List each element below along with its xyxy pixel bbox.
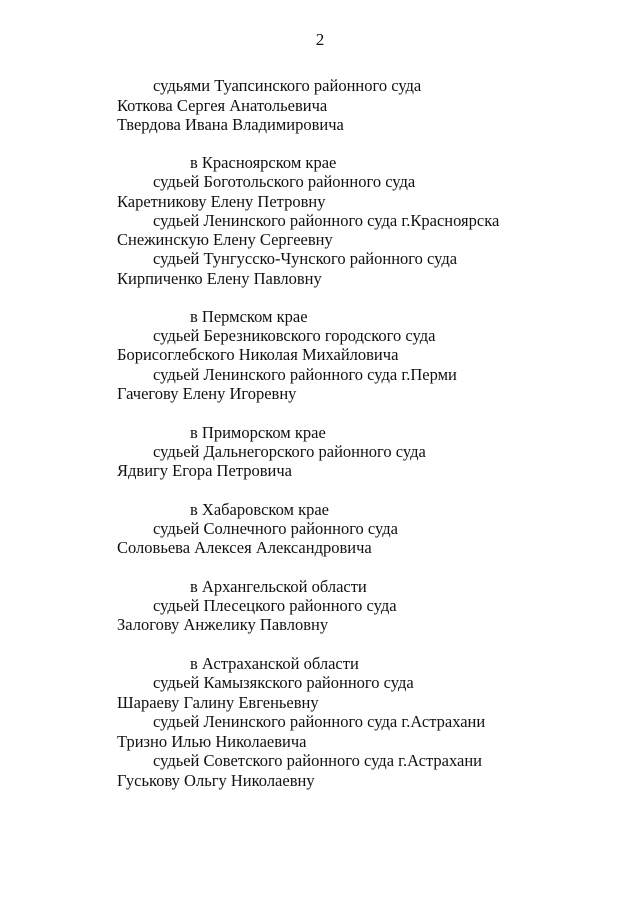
region-heading: в Красноярском крае [190, 153, 337, 172]
person-name: Кирпиченко Елену Павловну [117, 269, 322, 288]
person-name: Залогову Анжелику Павловну [117, 615, 329, 634]
person-name: Каретникову Елену Петровну [117, 192, 326, 211]
court-line: судьей Тунгусско-Чунского районного суда [153, 249, 458, 268]
region-heading: в Приморском крае [190, 423, 326, 442]
court-line: судьей Плесецкого районного суда [153, 596, 397, 615]
person-name: Шараеву Галину Евгеньевну [117, 693, 319, 712]
court-line: судьями Туапсинского районного суда [153, 76, 422, 95]
person-name: Коткова Сергея Анатольевича [117, 96, 328, 115]
court-line: судьей Ленинского районного суда г.Красноярска [153, 211, 500, 230]
region-heading: в Астраханской области [190, 654, 359, 673]
court-line: судьей Ленинского районного суда г.Астрахани [153, 712, 486, 731]
person-name: Гачегову Елену Игоревну [117, 384, 297, 403]
region-heading: в Хабаровском крае [190, 500, 329, 519]
person-name: Соловьева Алексея Александровича [117, 538, 372, 557]
person-name: Гуськову Ольгу Николаевну [117, 771, 315, 790]
person-name: Твердова Ивана Владимировича [117, 115, 344, 134]
person-name: Борисоглебского Николая Михайловича [117, 345, 399, 364]
region-heading: в Архангельской области [190, 577, 367, 596]
court-line: судьей Советского районного суда г.Астрахани [153, 751, 483, 770]
court-line: судьей Солнечного районного суда [153, 519, 398, 538]
court-line: судьей Березниковского городского суда [153, 326, 436, 345]
person-name: Ядвигу Егора Петровича [117, 461, 292, 480]
region-heading: в Пермском крае [190, 307, 308, 326]
court-line: судьей Камызякского районного суда [153, 673, 414, 692]
person-name: Тризно Илью Николаевича [117, 732, 307, 751]
person-name: Снежинскую Елену Сергеевну [117, 230, 333, 249]
court-line: судьей Боготольского районного суда [153, 172, 416, 191]
court-line: судьей Ленинского районного суда г.Перми [153, 365, 457, 384]
page-number: 2 [315, 30, 325, 49]
court-line: судьей Дальнегорского районного суда [153, 442, 426, 461]
